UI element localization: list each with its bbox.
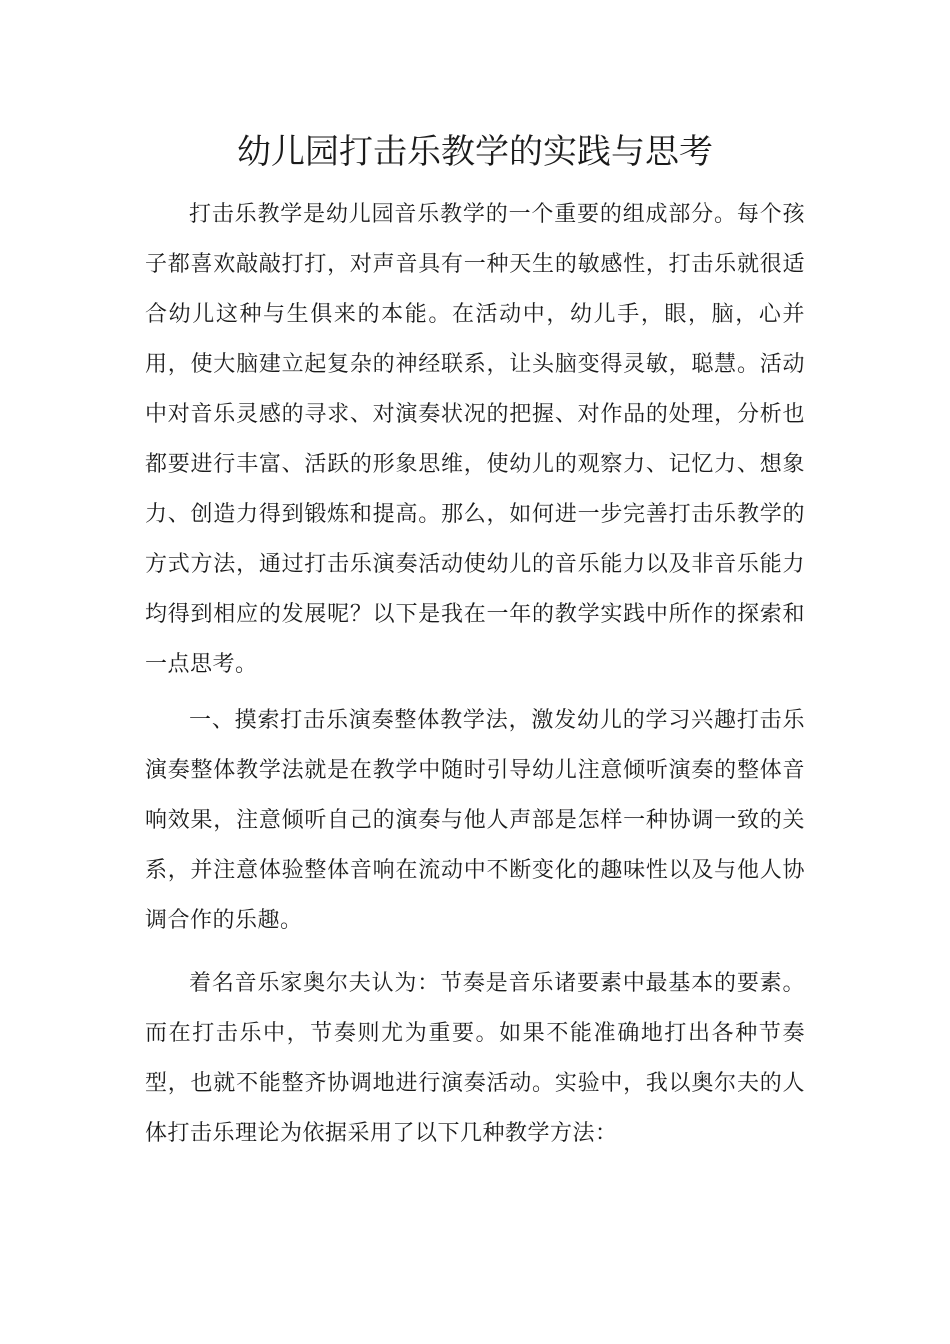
paragraph-intro: 打击乐教学是幼儿园音乐教学的一个重要的组成部分。每个孩子都喜欢敲敲打打，对声音具有一种天生的敏感性，打击乐就很适合幼儿这种与生俱来的本能。在活动中，幼儿手，眼，脑，心并用，使大脑建立起复杂的神经联系，让头脑变得灵敏，聪慧。活动中对音乐灵感的寻求、对演奏状况的把握、对作品的处理，分析也都要进行丰富、活跃的形象思维，使幼儿的观察力、记忆力、想象力、创造力得到锻炼和提高。那么，如何进一步完善打击乐教学的方式方法，通过打击乐演奏活动使幼儿的音乐能力以及非音乐能力均得到相应的发展呢？以下是我在一年的教学实践中所作的探索和一点思考。 [145, 202, 805, 677]
document-title: 幼儿园打击乐教学的实践与思考 [237, 132, 713, 172]
paragraph-orff-rhythm: 着名音乐家奥尔夫认为：节奏是音乐诸要素中最基本的要素。而在打击乐中，节奏则尤为重要。如果不能准确地打出各种节奏型，也就不能整齐协调地进行演奏活动。实验中，我以奥尔夫的人体打击乐理论为依据采用了以下几种教学方法： [145, 971, 805, 1146]
paragraph-section-one: 一、摸索打击乐演奏整体教学法，激发幼儿的学习兴趣打击乐演奏整体教学法就是在教学中随时引导幼儿注意倾听演奏的整体音响效果，注意倾听自己的演奏与他人声部是怎样一种协调一致的关系，并注意体验整体音响在流动中不断变化的趣味性以及与他人协调合作的乐趣。 [145, 708, 805, 933]
